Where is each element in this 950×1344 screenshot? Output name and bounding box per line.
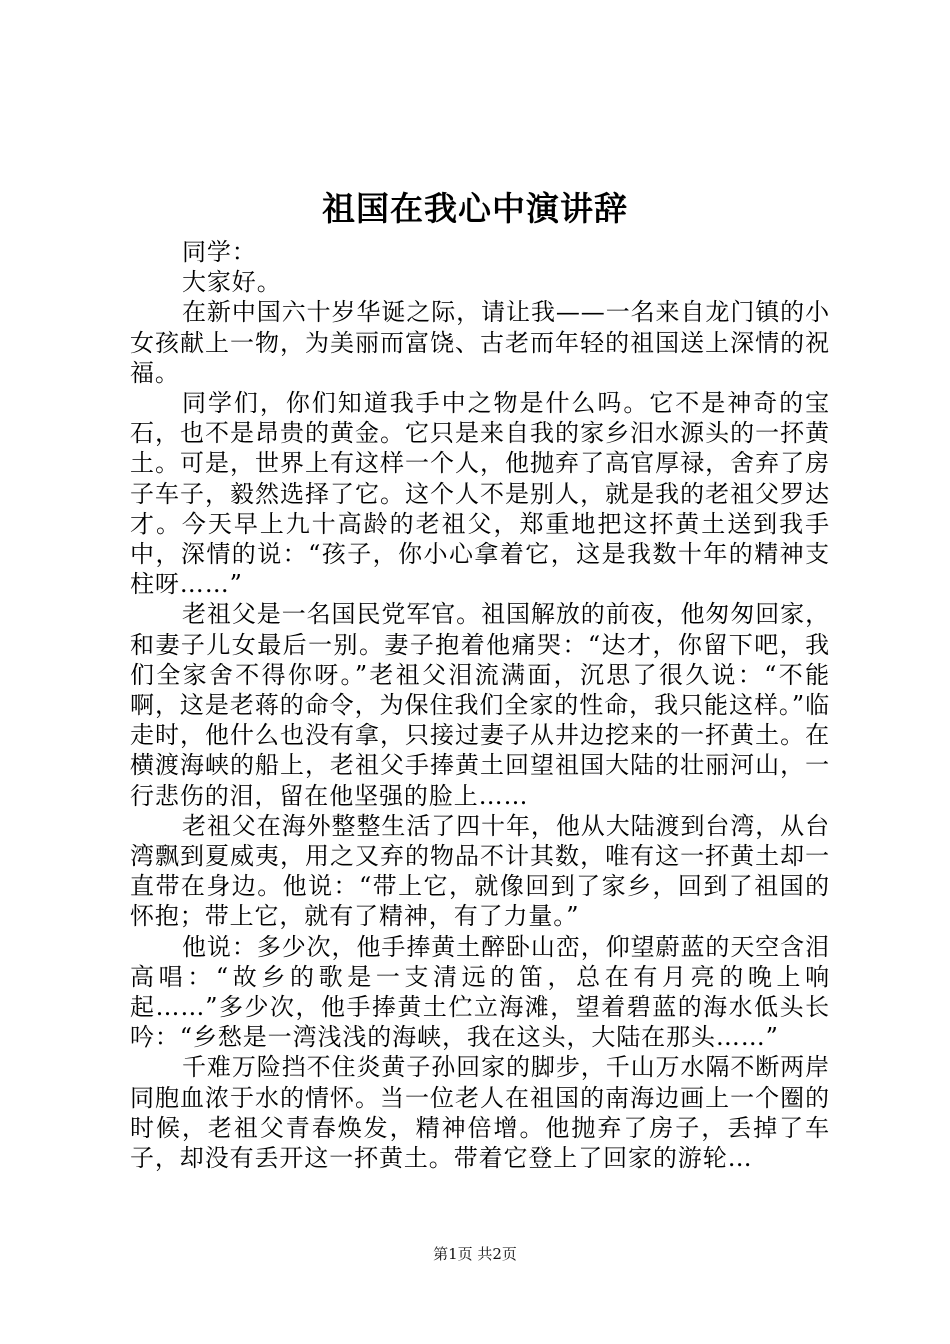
page-title: 祖国在我心中演讲辞 xyxy=(322,189,628,228)
paragraph: 同学们，你们知道我手中之物是什么吗。它不是神奇的宝石，也不是昂贵的黄金。它只是来自我的家乡汨水源头的一抔黄土。可是，世界上有这样一个人，他抛弃了高官厚禄，舍弃了房子车子，毅然选择了它。这个人不是别人，就是我的老祖父罗达才。今天早上九十高龄的老祖父，郑重地把这抔黄土送到我手中，深情的说：“孩子，你小心拿着它，这是我数十年的精神支柱呀……” xyxy=(130,389,830,599)
paragraph: 老祖父是一名国民党军官。祖国解放的前夜，他匆匆回家，和妻子儿女最后一别。妻子抱着他痛哭：“达才，你留下吧，我们全家舍不得你呀。”老祖父泪流满面，沉思了很久说：“不能啊，这是老蒋的命令，为保住我们全家的性命，我只能这样。”临走时，他什么也没有拿，只接过妻子从井边挖来的一抔黄土。在横渡海峡的船上，老祖父手捧黄土回望祖国大陆的壮丽河山，一行悲伤的泪，留在他坚强的脸上…… xyxy=(130,600,830,810)
paragraph: 他说：多少次，他手捧黄土醉卧山峦，仰望蔚蓝的天空含泪高唱：“故乡的歌是一支清远的笛，总在有月亮的晚上响起……”多少次，他手捧黄土伫立海滩，望着碧蓝的海水低头长吟：“乡愁是一湾浅浅的海峡，我在这头，大陆在那头……” xyxy=(130,932,830,1052)
page-footer: 第1页 共2页 xyxy=(433,1245,517,1263)
paragraph: 在新中国六十岁华诞之际，请让我——一名来自龙门镇的小女孩献上一物，为美丽而富饶、古老而年轻的祖国送上深情的祝福。 xyxy=(130,298,830,387)
paragraph-hello: 大家好。 xyxy=(182,268,282,297)
paragraph-greeting: 同学： xyxy=(182,238,257,266)
paragraph: 老祖父在海外整整生活了四十年，他从大陆渡到台湾，从台湾飘到夏威夷，用之又弃的物品不计其数，唯有这一抔黄土却一直带在身边。他说：“带上它，就像回到了家乡，回到了祖国的怀抱；带上它，就有了精神，有了力量。” xyxy=(130,811,830,931)
paragraph: 千难万险挡不住炎黄子孙回家的脚步，千山万水隔不断两岸同胞血浓于水的情怀。当一位老人在祖国的南海边画上一个圈的时候，老祖父青春焕发，精神倍增。他抛弃了房子，丢掉了车子，却没有丢开这一抔黄土。带着它登上了回家的游轮… xyxy=(130,1053,830,1173)
document-body xyxy=(130,237,830,1173)
